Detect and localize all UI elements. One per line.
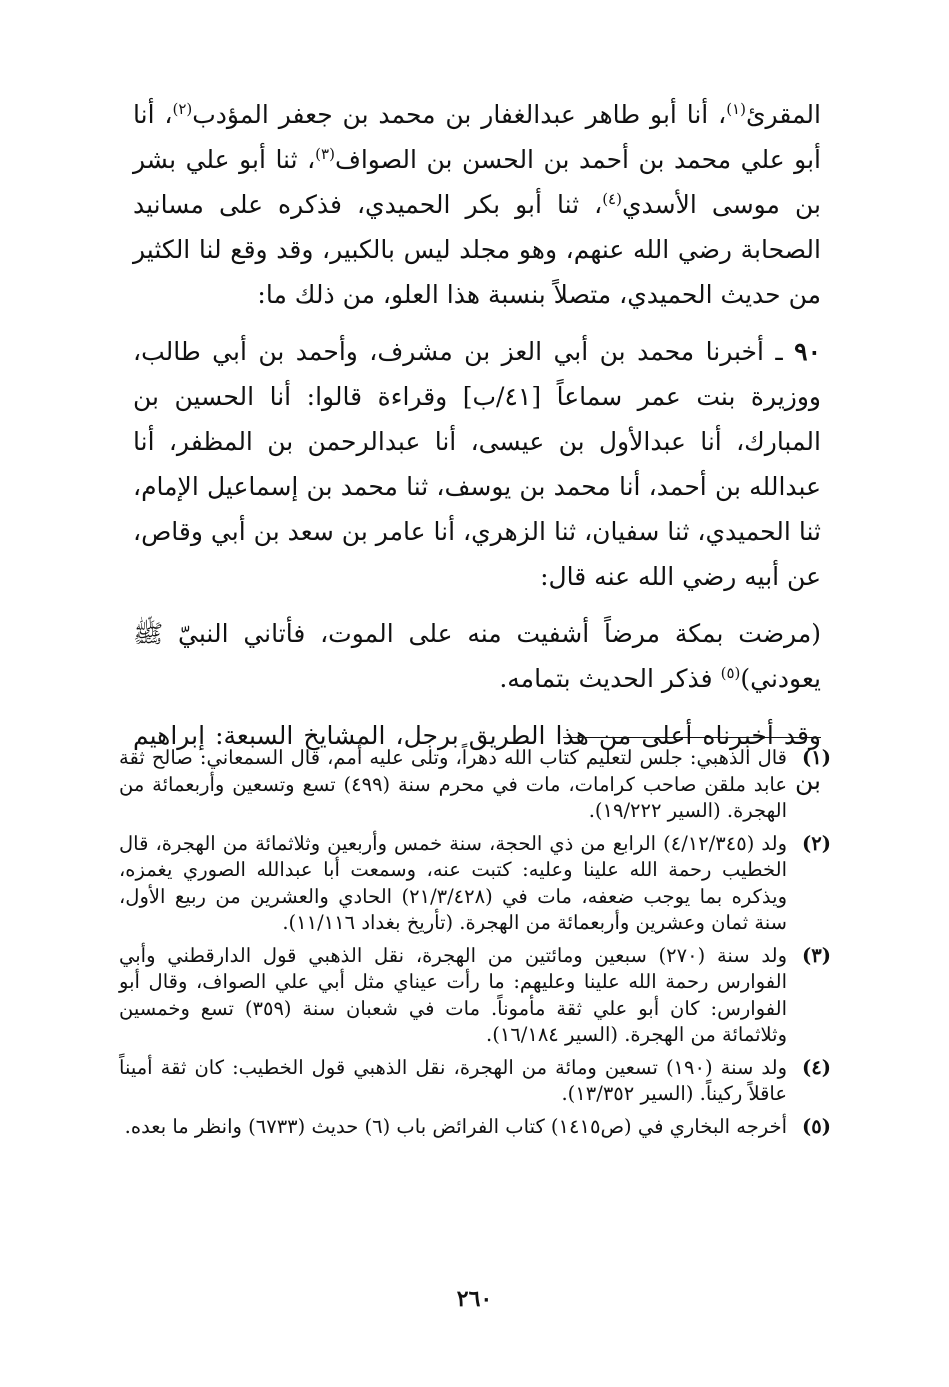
main-text-body — [133, 92, 821, 815]
footnote-marker-1: (١) — [726, 100, 746, 118]
text-span: وقد أخبرناه أعلى من هذا الطريق برجل، المشايخ السبعة: إبراهيم بن — [133, 721, 821, 795]
footnote-item — [119, 1055, 831, 1108]
hadith-text: (مرضت بمكة مرضاً أشفيت منه على الموت، فأتاني النبيّ ﷺ يعودني) — [133, 619, 821, 693]
footnote-text: ولد سنة (١٩٠) تسعين ومائة من الهجرة، نقل الذهبي قول الخطيب: كان ثقة أميناً عاقلاً ركيناً. (السير ١٣/٣٥٢). — [119, 1055, 787, 1105]
footnote-marker-4: (٤) — [602, 190, 622, 208]
footnote-number: (٥) — [802, 1114, 831, 1138]
paragraph-hadith-matn — [133, 611, 821, 701]
footnote-number: (٣) — [802, 943, 831, 967]
footnote-marker-2: (٢) — [172, 100, 193, 118]
footnote-separator-line — [563, 737, 821, 738]
paragraph-isnad-intro — [133, 92, 821, 317]
footnote-item — [119, 1114, 831, 1141]
text-span: ، ثنا أبو بكر الحميدي، فذكره على مسانيد الصحابة رضي الله عنهم، وهو مجلد ليس بالكبير، وقد وقع لنا الكثير من حديث الحميدي، متصلاً بنسبة هذا العلو، من ذلك ما: — [133, 190, 821, 309]
footnote-text: ولد (٤/١٢/٣٤٥) الرابع من ذي الحجة، سنة خمس وأربعين وثلاثمائة من الهجرة، قال الخطيب رحمة الله علينا وعليه: كتبت عنه، وسمعت أبا عبدالله الصوري يغمزه، ويذكره بما يوجب ضعفه، مات في (٢١/٣/٤٢٨) الحادي والعشرين من ربيع الأول، سنة ثمان وعشرين وأربعمائة من الهجرة. (تأريخ بغداد ١١/١١٦). — [119, 831, 787, 934]
footnote-marker-3: (٣) — [315, 145, 335, 163]
text-span: فذكر الحديث بتمامه. — [499, 664, 721, 693]
hadith-number: ٩٠ — [794, 337, 821, 366]
footnote-number: (٢) — [802, 831, 831, 855]
page-number: ٢٦٠ — [456, 1286, 493, 1312]
footnote-text: أخرجه البخاري في (ص١٤١٥) كتاب الفرائض باب (٦) حديث (٦٧٣٣) وانظر ما بعده. — [124, 1114, 787, 1138]
footnote-number: (٤) — [802, 1055, 831, 1079]
text-span: ، أنا أبو علي محمد بن أحمد بن الحسن بن الصواف — [133, 100, 821, 174]
text-span: المقرئ — [745, 100, 821, 129]
footnotes-section — [119, 745, 831, 1146]
footnote-text: قال الذهبي: جلس لتعليم كتاب الله دهراً، وتلى عليه أمم، قال السمعاني: صالح ثقة عابد ملقن صاحب كرامات، مات في محرم سنة (٤٩٩) تسع وتسعين وأربعمائة من الهجرة. (السير ١٩/٢٢٢). — [119, 746, 787, 822]
footnote-item — [119, 745, 831, 825]
paragraph-hadith-90-isnad — [133, 329, 821, 599]
text-span: ، ثنا أبو علي بشر بن موسى الأسدي — [133, 145, 821, 219]
footnote-item — [119, 831, 831, 937]
footnote-item — [119, 943, 831, 1049]
footnote-text: ولد سنة (٢٧٠) سبعين ومائتين من الهجرة، نقل الذهبي قول الدارقطني وأبي الفوارس رحمة الله علينا وعليهم: ما رأت عيناي مثل أبي علي الصواف، وقال أبو الفوارس: كان أبو علي ثقة مأموناً. مات في شعبان سنة (٣٥٩) تسع وخمسين وثلاثمائة من الهجرة. (السير ١٦/١٨٤). — [119, 943, 788, 1046]
footnote-number: (١) — [802, 746, 831, 769]
text-span: ، أنا أبو طاهر عبدالغفار بن محمد بن جعفر المؤدب — [192, 100, 727, 129]
footnote-marker-5: (٥) — [720, 664, 741, 682]
text-span: ـ أخبرنا محمد بن أبي العز بن مشرف، وأحمد بن أبي طالب، ووزيرة بنت عمر سماعاً [٤١/ب] وقراءة قالوا: أنا الحسين بن المبارك، أنا عبدالأول بن عيسى، أنا عبدالرحمن بن المظفر، أنا عبدالله بن أحمد، أنا محمد بن يوسف، ثنا محمد بن إسماعيل الإمام، ثنا الحميدي، ثنا سفيان، ثنا الزهري، أنا عامر بن سعد بن أبي وقاص، عن أبيه رضي الله عنه قال: — [133, 337, 822, 591]
